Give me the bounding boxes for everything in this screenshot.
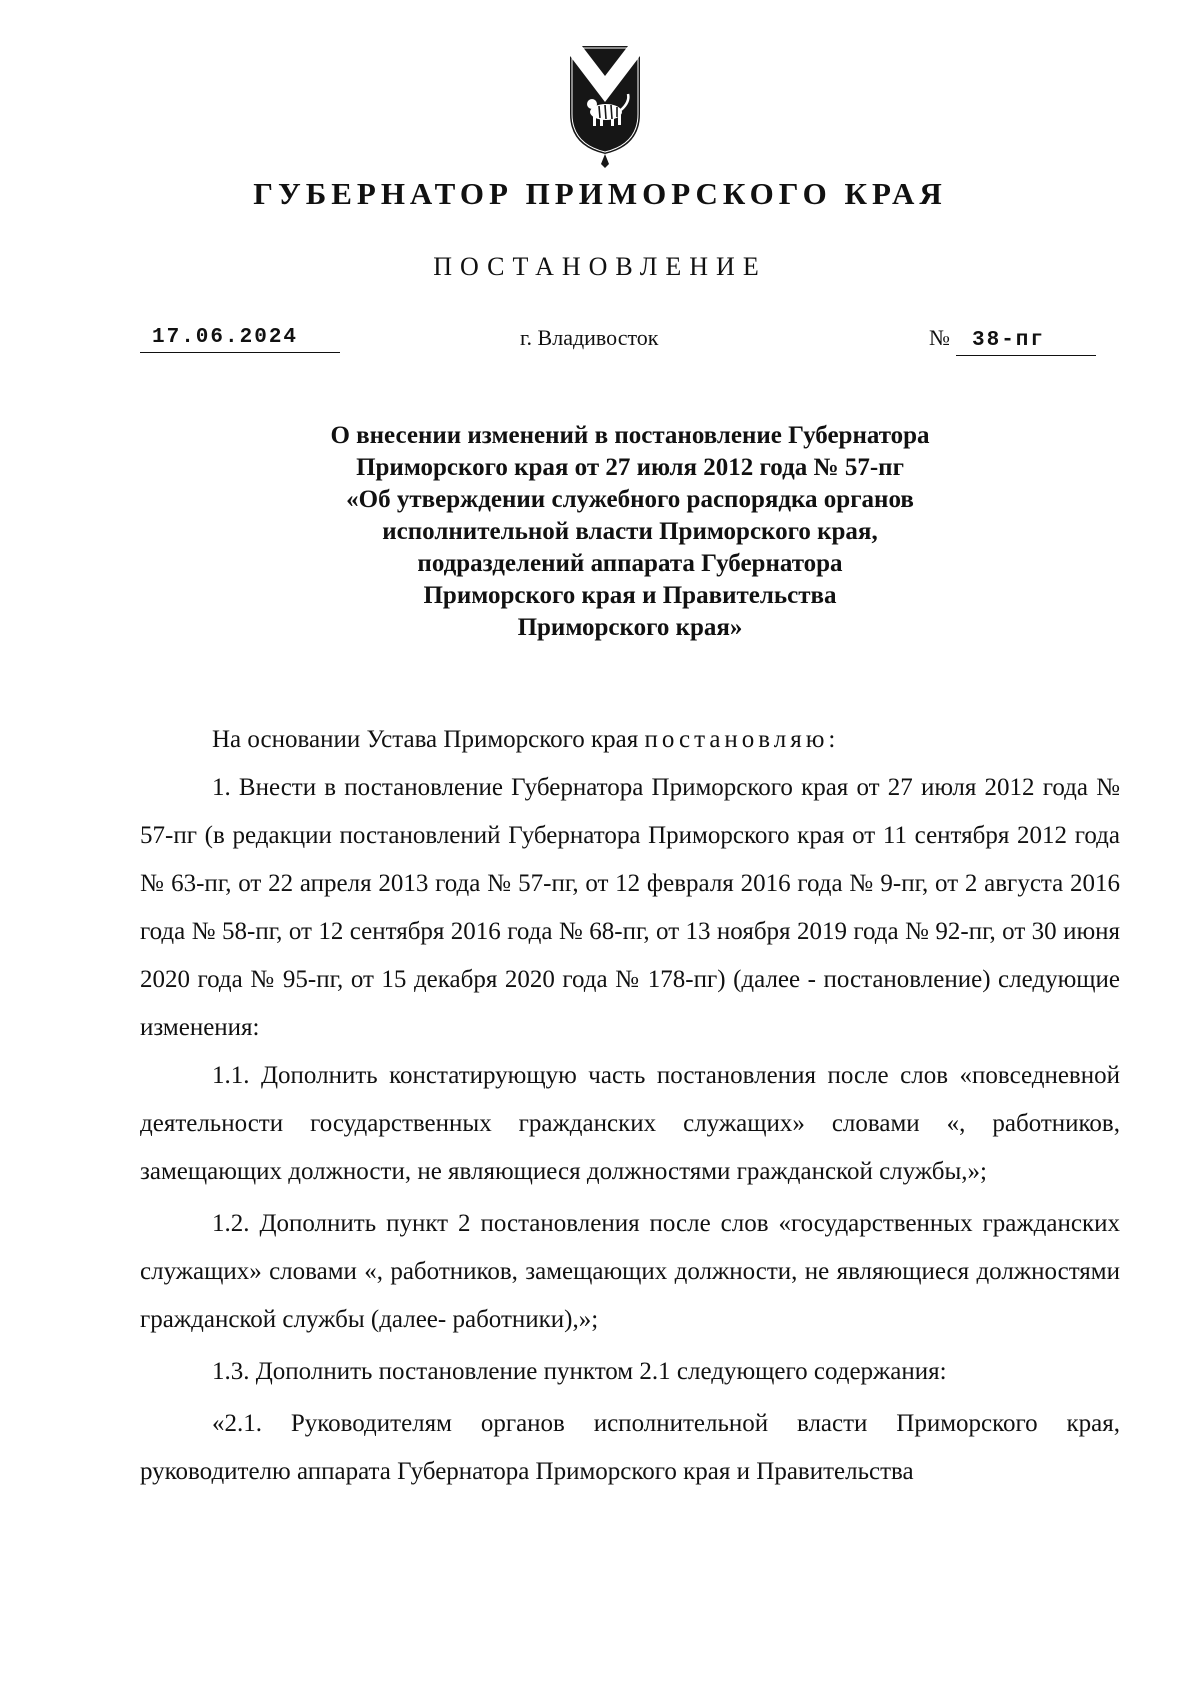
resolve-word: постановляю: [644, 726, 840, 753]
paragraph-2-1: «2.1. Руководителям органов исполнительной власти Приморского края, руководителю аппарата Губернатора Приморского края и Правительства [140, 1410, 1120, 1485]
document-body [140, 716, 1120, 1496]
paragraph-1-3: 1.3. Дополнить постановление пунктом 2.1 следующего содержания: [212, 1358, 947, 1385]
document-title [140, 420, 1120, 644]
document-number [929, 324, 1129, 356]
organization-name: ГУБЕРНАТОР ПРИМОРСКОГО КРАЯ [253, 176, 947, 211]
document-date: 17.06.2024 [140, 324, 340, 353]
intro-text: На основании Устава Приморского края [212, 726, 639, 753]
number-value: 38-пг [956, 327, 1096, 356]
title-line: Приморского края от 27 июля 2012 года № 57-пг [356, 454, 904, 481]
title-line: исполнительной власти Приморского края, [382, 518, 878, 545]
coat-of-arms-tiger-icon [568, 42, 642, 168]
title-line: подразделений аппарата Губернатора [417, 550, 843, 577]
title-line: Приморского края и Правительства [423, 582, 837, 609]
number-sign: № [929, 325, 950, 350]
intro-paragraph [140, 716, 1120, 764]
title-line: О внесении изменений в постановление Губернатора [330, 422, 930, 449]
document-city: г. Владивосток [520, 325, 659, 350]
title-line: «Об утверждении служебного распорядка органов [346, 486, 914, 513]
document-type: ПОСТАНОВЛЕНИЕ [433, 252, 767, 281]
title-line: Приморского края» [517, 614, 743, 641]
paragraph-1-1: 1.1. Дополнить констатирующую часть постановления после слов «повседневной деятельности государственных гражданских служащих» словами «, работников, замещающих должности, не являющиеся должностями гражданской службы,»; [140, 1062, 1120, 1185]
paragraph-1: 1. Внести в постановление Губернатора Приморского края от 27 июля 2012 года № 57-пг (в редакции постановлений Губернатора Приморского края от 11 сентября 2012 года № 63-пг, от 22 апреля 2013 года № 57-пг, от 12 февраля 2016 года № 9-пг, от 2 августа 2016 года № 58-пг, от 12 сентября 2016 года № 68-пг, от 13 ноября 2019 года № 92-пг, от 30 июня 2020 года № 95-пг, от 15 декабря 2020 года № 178-пг) (далее - постановление) следующие изменения: [140, 774, 1120, 1041]
paragraph-1-2: 1.2. Дополнить пункт 2 постановления после слов «государственных гражданских служащих» словами «, работников, замещающих должности, не являющиеся должностями гражданской службы (далее- работники),»; [140, 1210, 1120, 1333]
